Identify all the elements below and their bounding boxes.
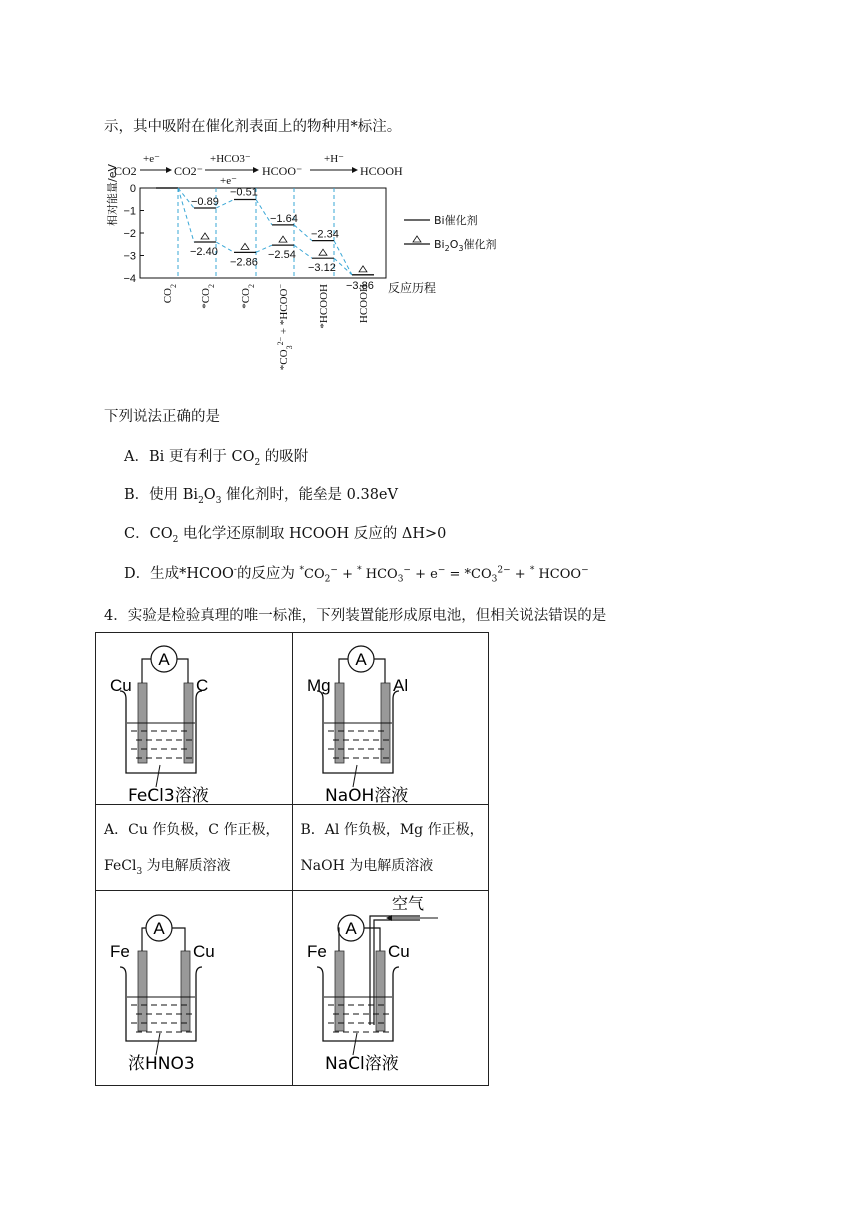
option-a: A．Bi 更有利于 $CO_2$ 的吸附 xyxy=(124,449,309,468)
ammeter-label: A xyxy=(344,918,357,938)
triangle-marker xyxy=(319,249,327,255)
scheme-s2: CO2⁻ xyxy=(174,164,204,178)
beaker xyxy=(317,967,399,1041)
solution-label: 浓HNO3 xyxy=(128,1053,195,1074)
left-electrode-label: Cu xyxy=(110,676,132,695)
cell-4 xyxy=(292,890,489,1085)
electrode xyxy=(335,951,344,1031)
apparatus-table xyxy=(95,632,489,1086)
scheme-s1: CO2 xyxy=(114,164,137,178)
wire xyxy=(177,659,188,683)
energy-connector xyxy=(294,225,312,241)
energy-connector xyxy=(294,245,312,258)
q4-stem: 4．实验是检验真理的唯一标准，下列装置能形成原电池，但相关说法错误的是 xyxy=(104,608,607,624)
y-tick-label: 0 xyxy=(129,183,136,195)
cell-1 xyxy=(96,633,293,805)
energy-label-bi2o3: −3.12 xyxy=(308,262,336,275)
x-tick-label: $*CO_3^{2-}$ + *HCOO− xyxy=(275,284,294,371)
left-electrode-label: Fe xyxy=(306,941,327,961)
plot-frame xyxy=(140,188,386,278)
energy-connector xyxy=(334,241,352,275)
reaction-equation: $^*CO_2^- + ^*$ $HCO_3^- + e^- = *CO_3^{2-} + ^*$ HCOO− xyxy=(299,565,589,585)
cell-2 xyxy=(292,633,489,805)
wire xyxy=(374,659,385,683)
ammeter-label: A xyxy=(158,650,170,669)
solution-label: NaOH溶液 xyxy=(324,786,408,803)
x-tick-label: $CO_2$ xyxy=(162,284,178,304)
legend-bi2o3: $Bi_2O_3$催化剂 xyxy=(434,238,497,253)
solution-pointer xyxy=(156,1033,160,1055)
cell-3 xyxy=(96,890,293,1085)
electrode xyxy=(376,951,385,1031)
electrode xyxy=(138,951,147,1031)
option-d: D．生成*HCOO-的反应为 $^*CO_2^- + ^*$ $HCO_3^- + e^- = *CO_3^{2-} + ^*$ HCOO− xyxy=(124,565,589,585)
scheme-s3: HCOO⁻ xyxy=(262,164,303,178)
triangle-marker xyxy=(359,266,367,272)
scheme-a3: +H⁻ xyxy=(324,153,344,165)
solution-label: NaCl溶液 xyxy=(324,1053,399,1074)
energy-connector xyxy=(334,258,352,275)
energy-connector xyxy=(216,242,234,252)
energy-diagram xyxy=(100,148,520,380)
scheme-a2b: +e⁻ xyxy=(220,175,237,187)
ammeter-label: A xyxy=(354,650,367,669)
wire xyxy=(339,659,348,683)
solution-pointer xyxy=(156,765,160,787)
energy-label-bi2o3: −2.86 xyxy=(230,256,258,269)
y-tick-label: −2 xyxy=(123,228,136,240)
right-electrode-label: Al xyxy=(392,676,408,695)
x-tick-label: $*CO_2$ xyxy=(200,284,216,309)
x-tick-label: $*CO_2$ xyxy=(240,284,256,309)
scheme-a1: +e⁻ xyxy=(143,153,160,165)
solution-pointer xyxy=(353,1033,357,1055)
solution-pointer xyxy=(353,765,357,787)
electrode xyxy=(181,951,190,1031)
x-axis-label: 反应历程 xyxy=(388,281,437,295)
triangle-marker xyxy=(279,236,287,242)
energy-label-bi: −3.86 xyxy=(346,279,374,292)
y-tick-label: −3 xyxy=(123,250,136,263)
triangle-marker xyxy=(241,243,249,249)
y-tick-label: −4 xyxy=(123,273,136,285)
cell-2-apparatus xyxy=(293,633,489,803)
cell-b-line1: B．Al 作负极，Mg 作正极， xyxy=(300,822,484,838)
energy-label-bi: −0.89 xyxy=(191,196,219,209)
option-a-cell xyxy=(96,805,293,891)
cell-a-line2: FeCl$_3$ 为电解质溶液 xyxy=(104,858,231,877)
left-electrode-label: Mg xyxy=(306,676,331,695)
option-b: B．使用 $Bi_2O_3$ 催化剂时，能垒是 0.38eV xyxy=(124,487,398,506)
ammeter-label: A xyxy=(153,918,165,938)
cell-1-apparatus xyxy=(96,633,292,803)
solution-label: FeCl3溶液 xyxy=(128,786,209,803)
right-electrode-label: Cu xyxy=(387,941,410,961)
energy-label-bi: −2.34 xyxy=(311,228,339,241)
right-electrode-label: Cu xyxy=(193,941,215,961)
energy-label-bi2o3: −2.40 xyxy=(190,246,218,258)
wire xyxy=(364,928,380,951)
scheme-a2: +HCO3⁻ xyxy=(210,153,251,165)
y-tick-label: −1 xyxy=(123,205,136,218)
cell-4-apparatus xyxy=(293,891,489,1084)
legend xyxy=(404,213,496,253)
triangle-marker xyxy=(201,233,209,239)
wire xyxy=(142,928,146,951)
right-electrode-label: C xyxy=(196,676,209,695)
option-b-cell xyxy=(292,805,489,891)
legend-bi: Bi催化剂 xyxy=(434,214,478,227)
energy-label-bi: −1.64 xyxy=(270,212,298,225)
x-tick-label: *HCOOH xyxy=(318,284,330,329)
cell-3-apparatus xyxy=(96,891,292,1084)
left-electrode-label: Fe xyxy=(110,941,130,961)
wire xyxy=(142,659,151,683)
air-label: 空气 xyxy=(391,893,424,913)
energy-label-bi: −0.51 xyxy=(230,186,258,199)
scheme-s4: HCOOH xyxy=(360,164,403,178)
option-c: C．$CO_2$ 电化学还原制取 HCOOH 反应的 ΔH>0 xyxy=(124,526,447,545)
energy-label-bi2o3: −2.54 xyxy=(268,249,296,262)
x-tick-label: HCOOH xyxy=(358,284,370,324)
wire xyxy=(172,928,185,951)
cell-a-line1: A．Cu 作负极，C 作正极， xyxy=(104,822,280,838)
cell-b-line2: NaOH 为电解质溶液 xyxy=(300,858,434,874)
y-axis-label: 相对能量/eV xyxy=(106,164,119,226)
question-stem: 下列说法正确的是 xyxy=(104,409,220,425)
intro-text: 示，其中吸附在催化剂表面上的物种用*标注。 xyxy=(104,119,402,135)
